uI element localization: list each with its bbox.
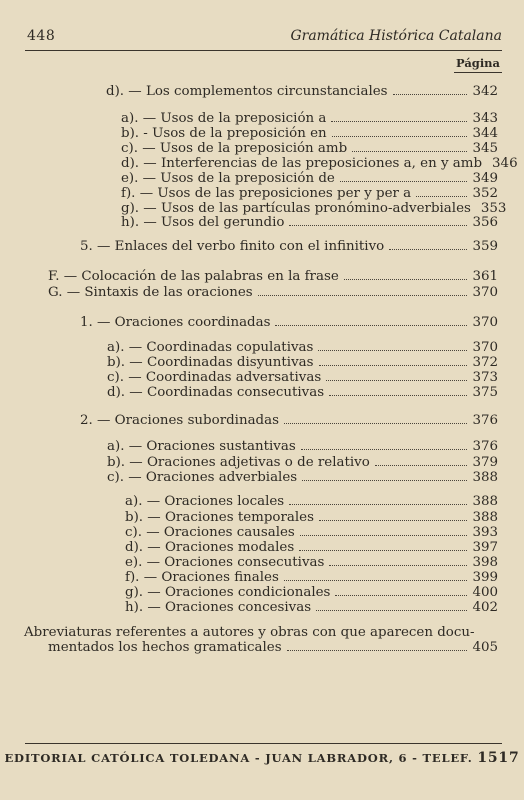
toc-entry: d). — Los complementos circunstanciales 342 — [106, 84, 498, 99]
toc-entry: e). — Usos de la preposición de 349 — [121, 171, 498, 186]
toc-entry: g). — Usos de las partículas pronómino-adverbiales 353 — [121, 201, 507, 216]
toc-entry: e). — Oraciones consecutivas 398 — [125, 555, 498, 570]
toc-entry: c). — Oraciones causales 393 — [125, 525, 498, 540]
toc-entry: g). — Oraciones condicionales 400 — [125, 585, 498, 600]
page-number: 448 — [27, 28, 56, 44]
toc-entry: G. — Sintaxis de las oraciones 370 — [48, 285, 498, 300]
toc-entry: b). — Coordinadas disyuntivas 372 — [107, 355, 498, 370]
abbreviations-entry: mentados los hechos gramaticales 405 — [48, 640, 498, 655]
abbreviations-entry-line1: Abreviaturas referentes a autores y obras con que aparecen docu- — [24, 625, 475, 640]
running-title: Gramática Histórica Catalana — [290, 28, 502, 44]
toc-entry: a). — Oraciones sustantivas 376 — [107, 439, 498, 454]
toc-entry: h). — Usos del gerundio 356 — [121, 215, 498, 230]
toc-entry: d). — Oraciones modales 397 — [125, 540, 498, 555]
toc-entry: f). — Oraciones finales 399 — [125, 570, 498, 585]
toc-entry: d). — Coordinadas consecutivas 375 — [107, 385, 498, 400]
toc-entry: a). — Oraciones locales 388 — [125, 494, 498, 509]
toc-entry: b). — Oraciones temporales 388 — [125, 510, 498, 525]
column-label-rule — [454, 72, 502, 73]
toc-entry: b). - Usos de la preposición en 344 — [121, 126, 498, 141]
toc-entry: b). — Oraciones adjetivas o de relativo 379 — [107, 455, 498, 470]
header-rule — [25, 50, 502, 51]
footer-rule — [25, 743, 502, 744]
toc-entry: 1. — Oraciones coordinadas 370 — [80, 315, 498, 330]
toc-entry: 5. — Enlaces del verbo finito con el infinitivo 359 — [80, 239, 498, 254]
toc-entry: h). — Oraciones concesivas 402 — [125, 600, 498, 615]
publisher-imprint: EDITORIAL CATÓLICA TOLEDANA - JUAN LABRADOR, 6 - TELEF. 1517 — [4, 750, 520, 766]
running-header — [0, 28, 524, 48]
toc-entry: c). — Oraciones adverbiales 388 — [107, 470, 498, 485]
toc-entry: a). — Usos de la preposición a 343 — [121, 111, 498, 126]
toc-entry: F. — Colocación de las palabras en la frase 361 — [48, 269, 498, 284]
toc-entry: 2. — Oraciones subordinadas 376 — [80, 413, 498, 428]
page-column-label: Página — [455, 56, 500, 70]
toc-entry: c). — Coordinadas adversativas 373 — [107, 370, 498, 385]
toc-entry: a). — Coordinadas copulativas 370 — [107, 340, 498, 355]
toc-entry: c). — Usos de la preposición amb 345 — [121, 141, 498, 156]
toc-entry: d). — Interferencias de las preposiciones a, en y amb 346 — [121, 156, 518, 171]
toc-entry: f). — Usos de las preposiciones per y per a 352 — [121, 186, 498, 201]
